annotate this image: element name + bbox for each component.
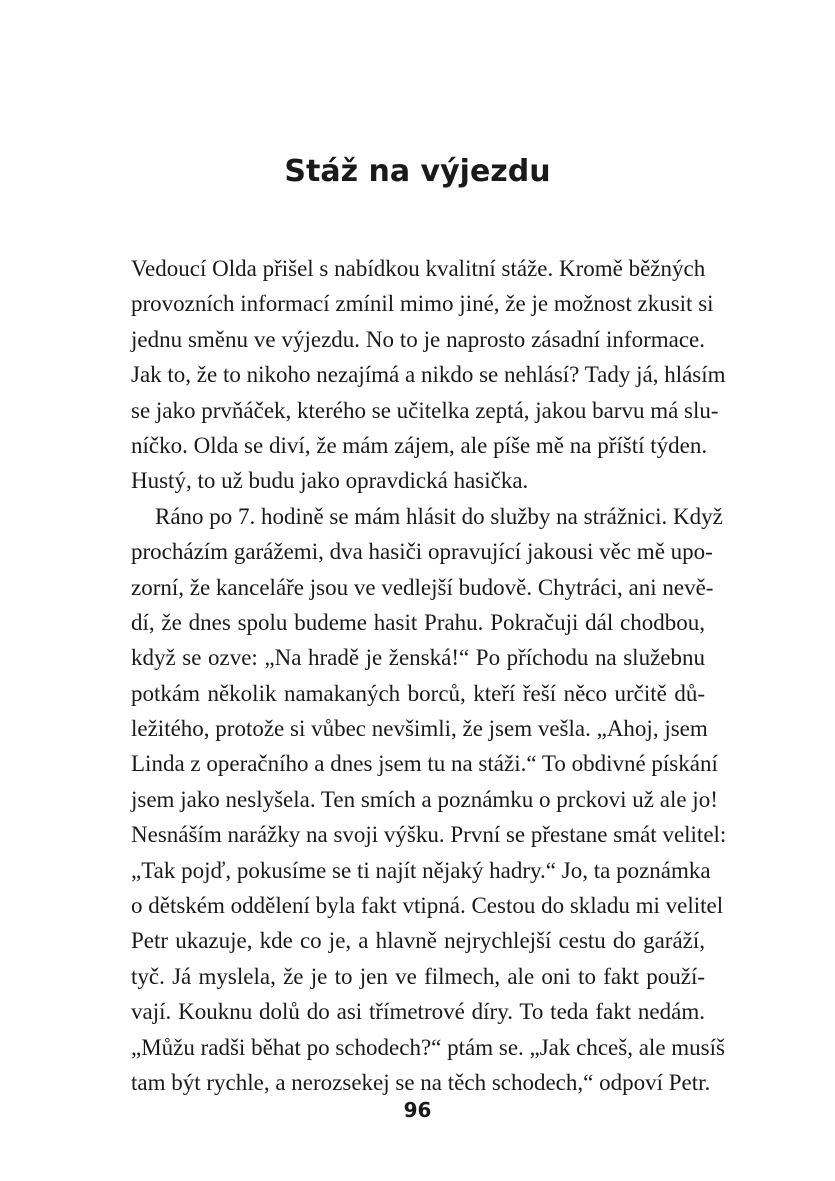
text-line: „Můžu radši běhat po schodech?“ ptám se. „Jak chceš, ale musíš xyxy=(131,1034,725,1060)
text-line: Ráno po 7. hodině se mám hlásit do služby na strážnici. Když xyxy=(155,503,723,529)
text-line: Jak to, že to nikoho nezajímá a nikdo se nehlásí? Tady já, hlásím xyxy=(131,362,726,388)
chapter-title: Stáž na výjezdu xyxy=(284,154,551,189)
text-line: níčko. Olda se diví, že mám zájem, ale píše mě na příští týden. xyxy=(131,432,708,458)
paragraph-1 xyxy=(131,251,726,499)
text-line: o dětském oddělení byla fakt vtipná. Cestou do skladu mi velitel xyxy=(131,893,724,919)
text-line: Petr ukazuje, kde co je, a hlavně nejrychlejší cestu do garáží, xyxy=(131,928,705,954)
text-line: Hustý, to už budu jako opravdická hasička. xyxy=(131,468,529,494)
text-line: jsem jako neslyšela. Ten smích a poznámku o prckovi už ale jo! xyxy=(131,786,718,812)
text-line: procházím garážemi, dva hasiči opravující jakousi věc mě upo- xyxy=(131,539,713,565)
text-line: se jako prvňáček, kterého se učitelka zeptá, jakou barvu má slu- xyxy=(131,397,719,423)
text-line: dí, že dnes spolu budeme hasit Prahu. Pokračuji dál chodbou, xyxy=(131,609,705,635)
text-line: Nesnáším narážky na svoji výšku. První se přestane smát velitel: xyxy=(131,822,727,848)
text-line: provozních informací zmínil mimo jiné, že je možnost zkusit si xyxy=(131,291,714,317)
text-line: vají. Kouknu dolů do asi třímetrové díry. To teda fakt nedám. xyxy=(131,999,705,1025)
text-line: zorní, že kanceláře jsou ve vedlejší budově. Chytráci, ani nevě- xyxy=(131,574,714,600)
text-line: ležitého, protože si vůbec nevšimli, že jsem vešla. „Ahoj, jsem xyxy=(131,716,708,742)
text-line: potkám několik namakaných borců, kteří řeší něco určitě dů- xyxy=(131,680,705,706)
text-line: tam být rychle, a nerozsekej se na těch schodech,“ odpoví Petr. xyxy=(131,1069,711,1095)
text-line: když se ozve: „Na hradě je ženská!“ Po příchodu na služebnu xyxy=(131,645,705,671)
body-text xyxy=(131,251,727,1100)
text-line: Vedoucí Olda přišel s nabídkou kvalitní stáže. Kromě běžných xyxy=(131,256,706,281)
text-line: jednu směnu ve výjezdu. No to je naprosto zásadní informace. xyxy=(131,326,705,352)
paragraph-2 xyxy=(131,499,727,1101)
text-line: tyč. Já myslela, že je to jen ve filmech, ale oni to fakt použí- xyxy=(131,963,705,989)
page-number: 96 xyxy=(403,1098,432,1122)
text-line: „Tak pojď, pokusíme se ti najít nějaký hadry.“ Jo, ta poznámka xyxy=(131,857,711,883)
text-line: Linda z operačního a dnes jsem tu na stáži.“ To obdivné pískání xyxy=(131,751,718,777)
